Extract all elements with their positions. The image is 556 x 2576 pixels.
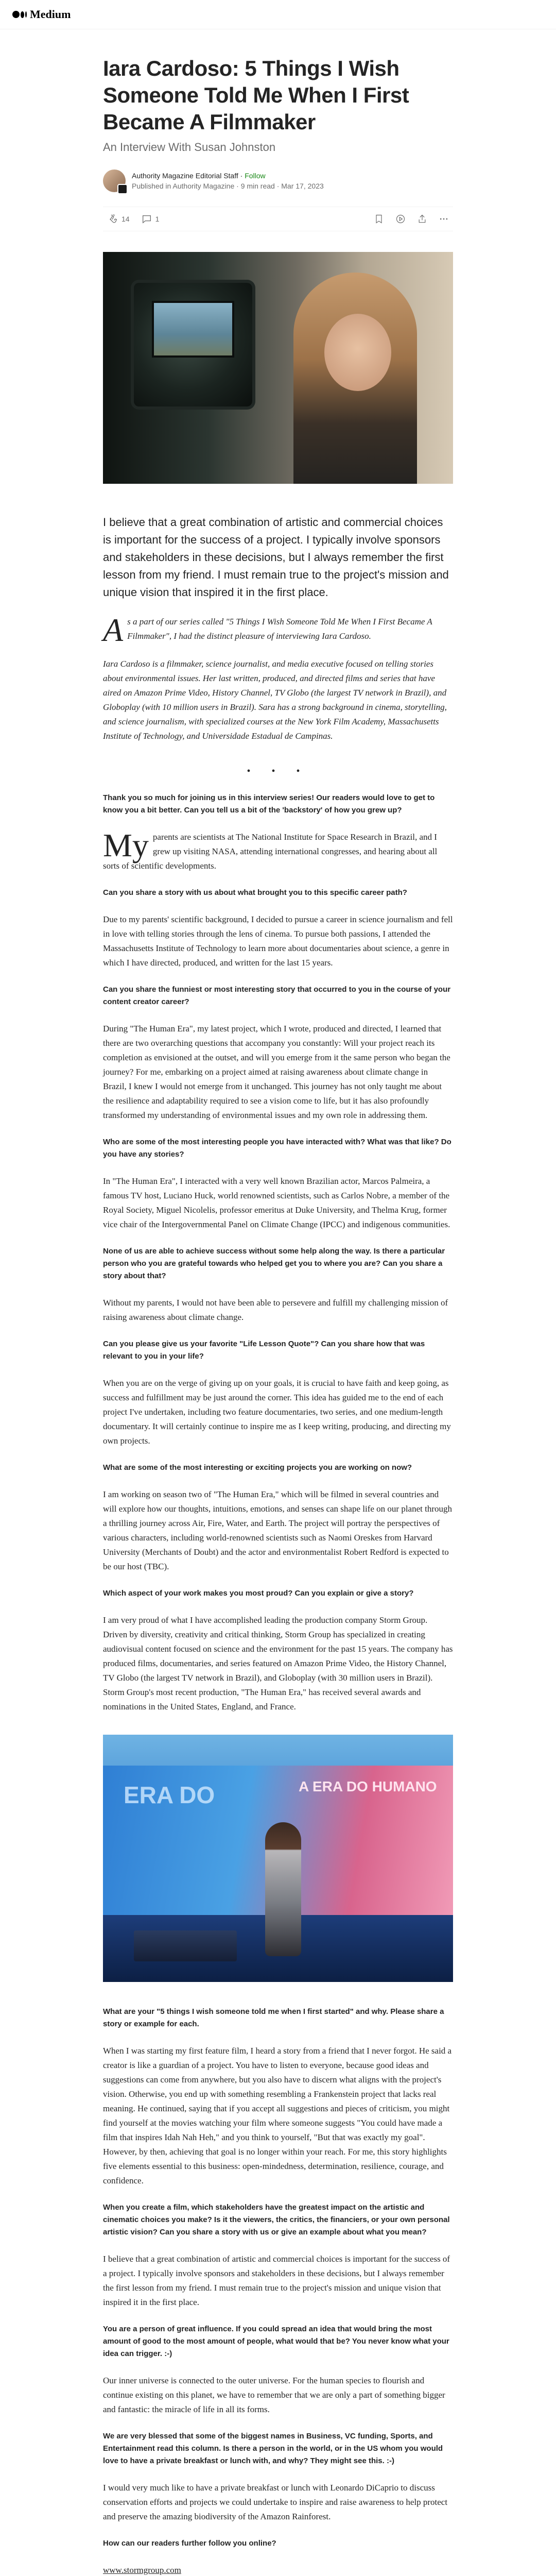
- answer-7: I am working on season two of "The Human Era," which will be filmed in several countries and will explore how our thoughts, intuitions, emotions, and senses can shape life on our planet through a thrilling journey across Air, Fire, Water, and Earth. The project will portray the perspectives of various characters, including world-renowned scientists such as Naomi Oreskes from Harvard University (Merchants of Doubt) and the actor and environmentalist Robert Redford is expected to be our host (TBC).: [103, 1489, 452, 1571]
- answer-9: When I was starting my first feature film, I heard a story from a friend that I never forgot. He said a creator is like a guardian of a project. You have to listen to everyone, because good ideas and suggestions can come from anywhere, but you also have to discern what aligns with the project's vision. Otherwise, you end up with something resembling a Frankenstein project that lacks real meaning. He continued, saying that if you accept all suggestions and pieces of criticism, you might find yourself at the movies watching your film where someone suggests "You could have made a film that inspires Idah Nah Heh," and you think to yourself, "But that was exactly my goal". However, by then, achieving that goal is no longer within your reach. For me, this story highlights five elements essential to this business: open-mindedness, determination, resilience, courage, and confidence.: [103, 2046, 452, 2185]
- answer-10: I believe that a great combination of artistic and commercial choices is important for the success of a project. I typically involve sponsors and stakeholders in these decisions, but I always remember the first lesson from my friend. I must remain true to the project's mission and unique vision that inspired it in the first place.: [103, 2254, 450, 2307]
- top-navigation-bar: [0, 0, 556, 29]
- question-10: When you create a film, which stakeholders have the greatest impact on the artistic and cinematic choices you make? Is it the viewers, the critics, the financiers, or your own personal artistic vision? Can you share a story with us or give an example about what you mean?: [103, 2203, 450, 2236]
- intro-text: s a part of our series called "5 Things I Wish Someone Told Me When I First Became A Filmmaker", I had the distinct pleasure of interviewing Iara Cardoso.: [127, 617, 432, 641]
- question-12: We are very blessed that some of the biggest names in Business, VC funding, Sports, and Entertainment read this column. Is there a person in the world, or in the US whom you would love to have a private breakfast or lunch with, and why? They might see this. :-): [103, 2432, 443, 2465]
- exhibition-sign-left: ERA DO: [124, 1782, 215, 1808]
- article-body-continued: [103, 2006, 453, 2576]
- intro-paragraph: [103, 612, 453, 648]
- answer-2: Due to my parents' scientific background, I decided to pursue a career in science journalism and fell in love with telling stories through the lens of cinema. To pursue both passions, I attended the Massachusetts Institute of Technology to learn more about documentaries about science, a genre in which I have directed, produced, and written for the last 15 years.: [103, 914, 453, 968]
- play-icon: [395, 214, 406, 224]
- author-name[interactable]: Authority Magazine Editorial Staff: [132, 172, 238, 180]
- answer-11: Our inner universe is connected to the outer universe. For the human species to flourish and continue existing on this planet, we have to remember that we are only a part of something bigger and fantastic: the miracle of life in all its forms.: [103, 2376, 445, 2414]
- intro-bio: Iara Cardoso is a filmmaker, science journalist, and media executive focused on telling stories about environmental issues. Her last written, produced, and directed films and series that have aired on Amazon Prime Video, History Channel, TV Globo (the largest TV network in Brazil), and Globoplay (with 10 million users in Brazil). Sara has a strong background in cinema, storytelling, and science journalism, with specialized courses at the New York Film Academy, Massachusetts Institute of Technology, and Universidade Estadual de Campinas.: [103, 659, 447, 741]
- question-11: You are a person of great influence. If you could spread an idea that would bring the most amount of good to the most amount of people, what would that be? You never know what your idea can trigger. :-): [103, 2325, 449, 2358]
- comment-button[interactable]: [141, 213, 160, 225]
- brand-name: Medium: [30, 8, 71, 21]
- article-meta: 9 min read · Mar 17, 2023: [240, 182, 324, 190]
- answer-3: During "The Human Era", my latest project, which I wrote, produced and directed, I learned that there are two overarching questions that accompany you constantly: Will your project reach its completion as envisioned at the outset, and will you emerge from it the same person who began the journey? For me, embarking on a project aimed at raising awareness about climate change in Brazil, I knew I would not emerge from it unchanged. This journey has not only taught me about the resilience and adaptability required to see a vision come to life, but it has also profoundly transformed my understanding of environmental issues and my own role in addressing them.: [103, 1024, 450, 1120]
- publication-avatar[interactable]: [117, 184, 128, 194]
- byline: [103, 170, 453, 192]
- camera-monitor: [152, 301, 234, 358]
- exhibition-person: [265, 1822, 301, 1956]
- article-title: Iara Cardoso: 5 Things I Wish Someone Told Me When I First Became A Filmmaker: [103, 56, 409, 134]
- question-1: Thank you so much for joining us in this interview series! Our readers would love to get to know you a bit better. Can you tell us a bit of the 'backstory' of how you grew up?: [103, 793, 435, 815]
- question-6: Can you please give us your favorite "Life Lesson Quote"? Can you share how that was relevant to you in your life?: [103, 1340, 425, 1361]
- article-action-bar: [103, 207, 453, 231]
- author-avatar[interactable]: [103, 170, 126, 192]
- clap-count: 14: [121, 215, 130, 223]
- exhibition-seating: [134, 1930, 237, 1961]
- answer-5: Without my parents, I would not have been able to persevere and fulfill my challenging mission of raising awareness about climate change.: [103, 1298, 448, 1322]
- comment-count: 1: [155, 215, 160, 223]
- hero-image: [103, 252, 453, 484]
- share-icon: [417, 214, 427, 224]
- answer-1: [103, 827, 453, 873]
- follow-button[interactable]: Follow: [245, 172, 266, 180]
- question-3: Can you share the funniest or most interesting story that occurred to you in the course of your content creator career?: [103, 985, 451, 1006]
- comment-icon: [141, 213, 152, 225]
- question-9: What are your "5 things I wish someone told me when I first started" and why. Please share a story or example for each.: [103, 2007, 444, 2028]
- portrait-face: [324, 314, 391, 391]
- clap-button[interactable]: [107, 213, 130, 225]
- clap-icon: [107, 213, 118, 225]
- listen-button[interactable]: [395, 214, 406, 224]
- answer-1-text: parents are scientists at The National Institute for Space Research in Brazil, and I grew up visiting NASA, attending international congresses, and hearing about all sorts of scientific developments.: [103, 832, 438, 871]
- answer-8: I am very proud of what I have accomplished leading the production company Storm Group. Driven by diversity, creativity and critical thinking, Storm Group has specialized in creating audiovisual content focused on science and the environment for the past 15 years. The company has produced films, documentaries, and series featured on Amazon Prime Video, the History Channel, TV Globo (the largest TV network in Brazil), and Globoplay (with 30 million users in Brazil). Storm Group's most recent production, "The Human Era," has received several awards and nominations in the United States, England, and France.: [103, 1615, 453, 1711]
- byline-text: Authority Magazine Editorial Staff · Follow Published in Authority Magazine · 9 min read · Mar 17, 2023: [132, 172, 324, 190]
- answer-1-dropcap: My: [103, 827, 149, 863]
- question-2: Can you share a story with us about what brought you to this specific career path?: [103, 888, 407, 897]
- pull-quote: I believe that a great combination of artistic and commercial choices is important for the success of a project. I typically involve sponsors and stakeholders in these decisions, but I always remember the first lesson from my friend. I must remain true to the project's mission and unique vision that inspired it in the first place.: [103, 516, 449, 599]
- more-button[interactable]: [439, 214, 449, 224]
- exhibition-sign-right: A ERA DO HUMANO: [299, 1778, 437, 1794]
- intro-dropcap: A: [103, 612, 124, 648]
- answer-12: I would very much like to have a private breakfast or lunch with Leonardo DiCaprio to discuss conservation efforts and projects we could undertake to inspire and raise awareness to help protect and preserve the amazing biodiversity of the Amazon Rainforest.: [103, 2483, 448, 2521]
- publication-name[interactable]: Published in Authority Magazine: [132, 182, 235, 190]
- article-body: [103, 612, 453, 1714]
- medium-logo-icon: [12, 11, 27, 18]
- website-link[interactable]: www.stormgroup.com: [103, 2565, 181, 2575]
- article-figure-exhibition: [103, 1735, 453, 1982]
- question-13: How can our readers further follow you online?: [103, 2539, 276, 2548]
- bookmark-button[interactable]: [374, 214, 384, 224]
- medium-logo[interactable]: [12, 8, 71, 21]
- section-separator: • • •: [247, 766, 309, 777]
- article: [103, 55, 453, 2576]
- share-button[interactable]: [417, 214, 427, 224]
- question-7: What are some of the most interesting or exciting projects you are working on now?: [103, 1463, 412, 1472]
- more-icon: [439, 214, 449, 224]
- article-subtitle: An Interview With Susan Johnston: [103, 141, 276, 154]
- answer-6: When you are on the verge of giving up on your goals, it is crucial to have faith and keep going, as success and fulfillment may be just around the corner. This idea has guided me to the end of each project I've undertaken, including two feature documentaries, two series, and one medium-length documentary. It will certainly continue to inspire me as I keep writing, producing, and directing my own projects.: [103, 1378, 451, 1446]
- answer-4: In "The Human Era", I interacted with a very well known Brazilian actor, Marcos Palmeira, a famous TV host, Luciano Huck, world renowned scientists, such as Carlos Nobre, a member of the Royal Society, Miguel Nicolelis, professor emeritus at Duke University, and Thelma Krug, former vice chair of the Intergovernmental Panel on Climate Change (IPCC) and indigenous communities.: [103, 1176, 450, 1229]
- bookmark-icon: [374, 214, 384, 224]
- question-5: None of us are able to achieve success without some help along the way. Is there a particular person who you are grateful towards who helped get you to where you are? Can you share a story about that?: [103, 1247, 445, 1280]
- question-4: Who are some of the most interesting people you have interacted with? What was that like? Do you have any stories?: [103, 1138, 451, 1159]
- question-8: Which aspect of your work makes you most proud? Can you explain or give a story?: [103, 1589, 414, 1598]
